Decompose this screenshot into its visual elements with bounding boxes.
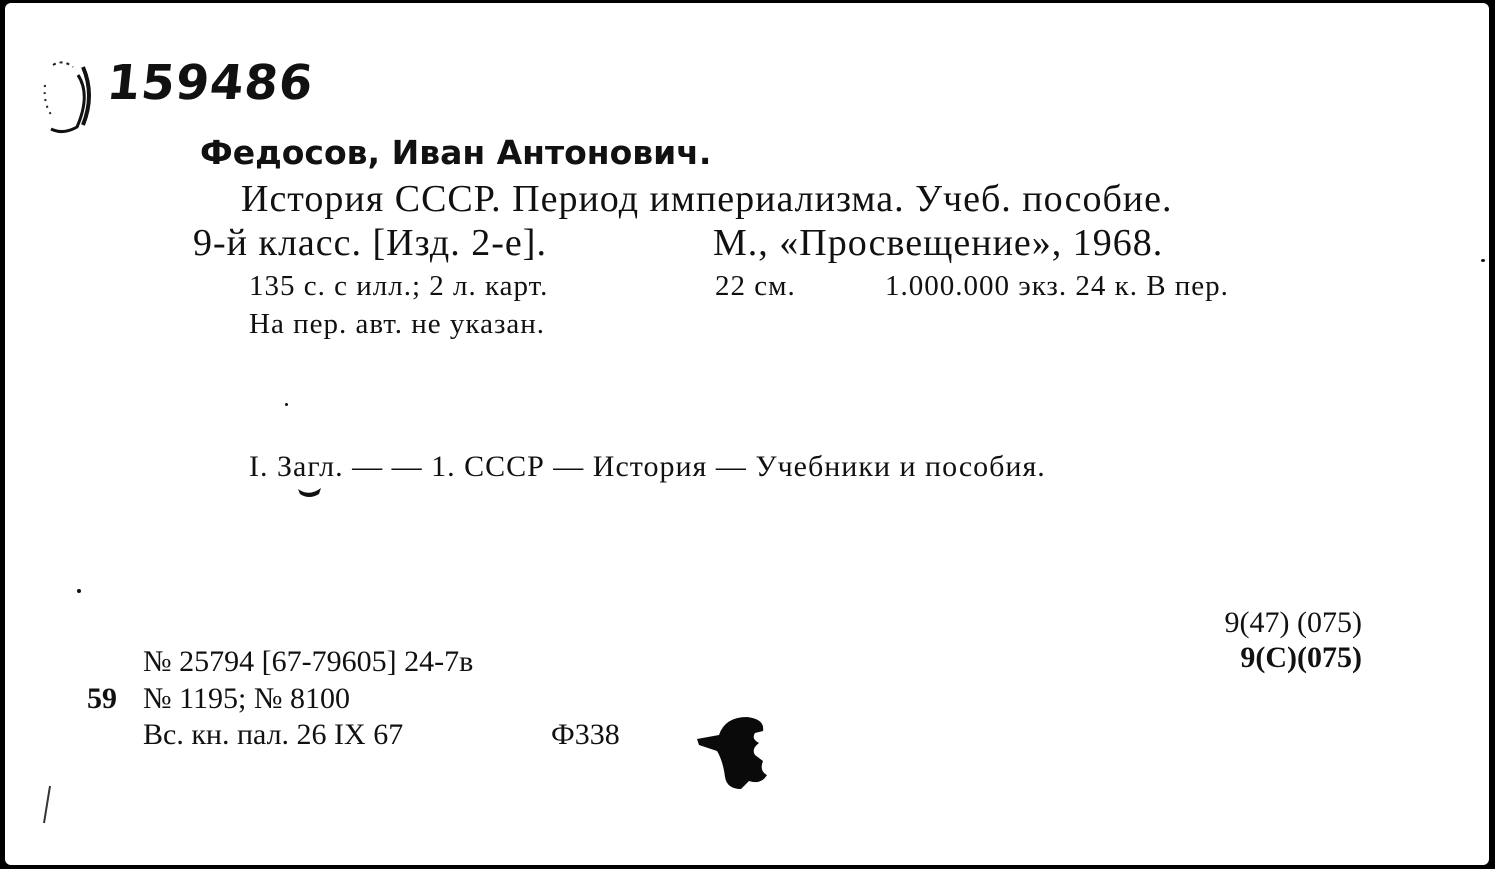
classification-2: 9(С)(075) [1240, 641, 1362, 674]
speck-mark [285, 403, 288, 406]
speck-mark [1481, 259, 1485, 262]
ink-mark-icon [295, 485, 325, 501]
order-line-1: № 25794 [67-79605] 24-7в [143, 645, 474, 678]
title-line-2-imprint: М., «Просвещение», 1968. [713, 222, 1164, 264]
speck-mark [77, 589, 81, 593]
author-note: На пер. авт. не указан. [249, 308, 546, 340]
stamp-mark-icon [33, 55, 103, 139]
order-line-3: Вс. кн. пал. 26 IX 67 [143, 718, 404, 751]
pencil-mark-icon [39, 783, 55, 827]
circulation-price: 1.000.000 экз. 24 к. В пер. [885, 270, 1229, 302]
title-line-1: История СССР. Период империализма. Учеб. пособие. [241, 178, 1173, 220]
ink-blot-icon [689, 709, 781, 795]
title-line-2-edition: 9-й класс. [Изд. 2-е]. [193, 222, 547, 264]
classification-1: 9(47) (075) [1224, 606, 1362, 639]
catalog-card [5, 3, 1489, 865]
order-prefix: 59 [87, 682, 117, 715]
subject-headings: I. Загл. — — 1. СССР — История — Учебники и пособия. [249, 450, 1046, 483]
author-heading: Федосов, Иван Антонович. [200, 133, 712, 172]
order-line-2: № 1195; № 8100 [143, 682, 350, 715]
accession-number: 159486 [104, 55, 317, 111]
order-code: Ф338 [551, 718, 620, 751]
size-description: 22 см. [715, 270, 796, 302]
pages-description: 135 с. с илл.; 2 л. карт. [249, 270, 549, 302]
